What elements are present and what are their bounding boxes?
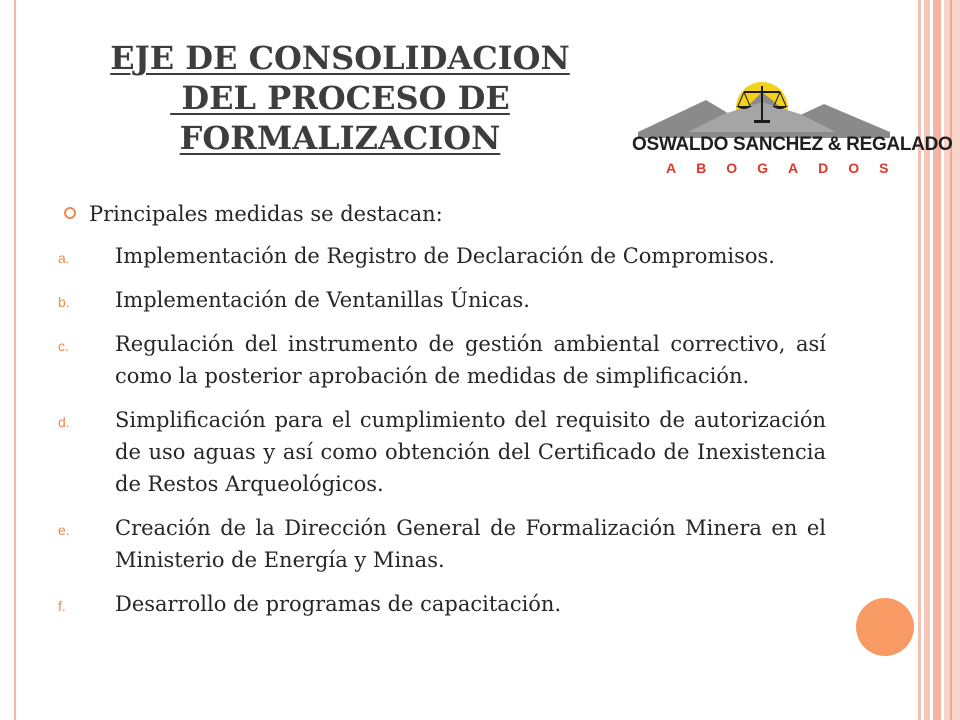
list-marker: f. xyxy=(58,598,66,614)
decorative-circle xyxy=(856,598,914,656)
list-item-text: Creación de la Dirección General de Formalización Minera en el Ministerio de Energía y Minas. xyxy=(115,516,826,572)
list-marker: a. xyxy=(58,250,70,266)
list-item-text: Desarrollo de programas de capacitación. xyxy=(115,592,562,616)
title-line: DEL PROCESO DE xyxy=(170,79,510,117)
list-marker: b. xyxy=(58,294,70,310)
list-item-text: Simplificación para el cumplimiento del requisito de autorización de uso aguas y así como obtención del Certificado de Inexistencia de Restos Arqueológicos. xyxy=(115,408,826,496)
list-marker: e. xyxy=(58,522,70,538)
right-stripe xyxy=(944,0,960,720)
list-item xyxy=(58,284,826,316)
logo-subtitle: ABOGADOS xyxy=(666,160,909,176)
title-line: EJE DE CONSOLIDACION xyxy=(110,39,570,77)
intro-text: Principales medidas se destacan: xyxy=(89,202,443,226)
right-stripe xyxy=(950,0,952,720)
list-item xyxy=(58,512,826,576)
bullet-circle-icon xyxy=(64,207,76,219)
title-line: FORMALIZACION xyxy=(179,119,501,157)
right-stripe xyxy=(918,0,921,720)
list-item-text: Implementación de Ventanillas Únicas. xyxy=(115,288,530,312)
list-item xyxy=(58,240,826,272)
list-item xyxy=(58,404,826,500)
right-stripe xyxy=(924,0,930,720)
company-logo xyxy=(628,78,953,188)
list-item xyxy=(58,328,826,392)
list-marker: c. xyxy=(58,338,69,354)
list-item-text: Implementación de Registro de Declaración de Compromisos. xyxy=(115,244,775,268)
right-stripe xyxy=(933,0,941,720)
measures-list xyxy=(58,240,826,632)
logo-name: OSWALDO SANCHEZ & REGALADO xyxy=(632,134,953,155)
left-border-line xyxy=(14,0,16,720)
list-item-text: Regulación del instrumento de gestión ambiental correctivo, así como la posterior aprobación de medidas de simplificación. xyxy=(115,332,826,388)
list-item xyxy=(58,588,826,620)
list-marker: d. xyxy=(58,414,70,430)
slide-title xyxy=(60,38,620,158)
